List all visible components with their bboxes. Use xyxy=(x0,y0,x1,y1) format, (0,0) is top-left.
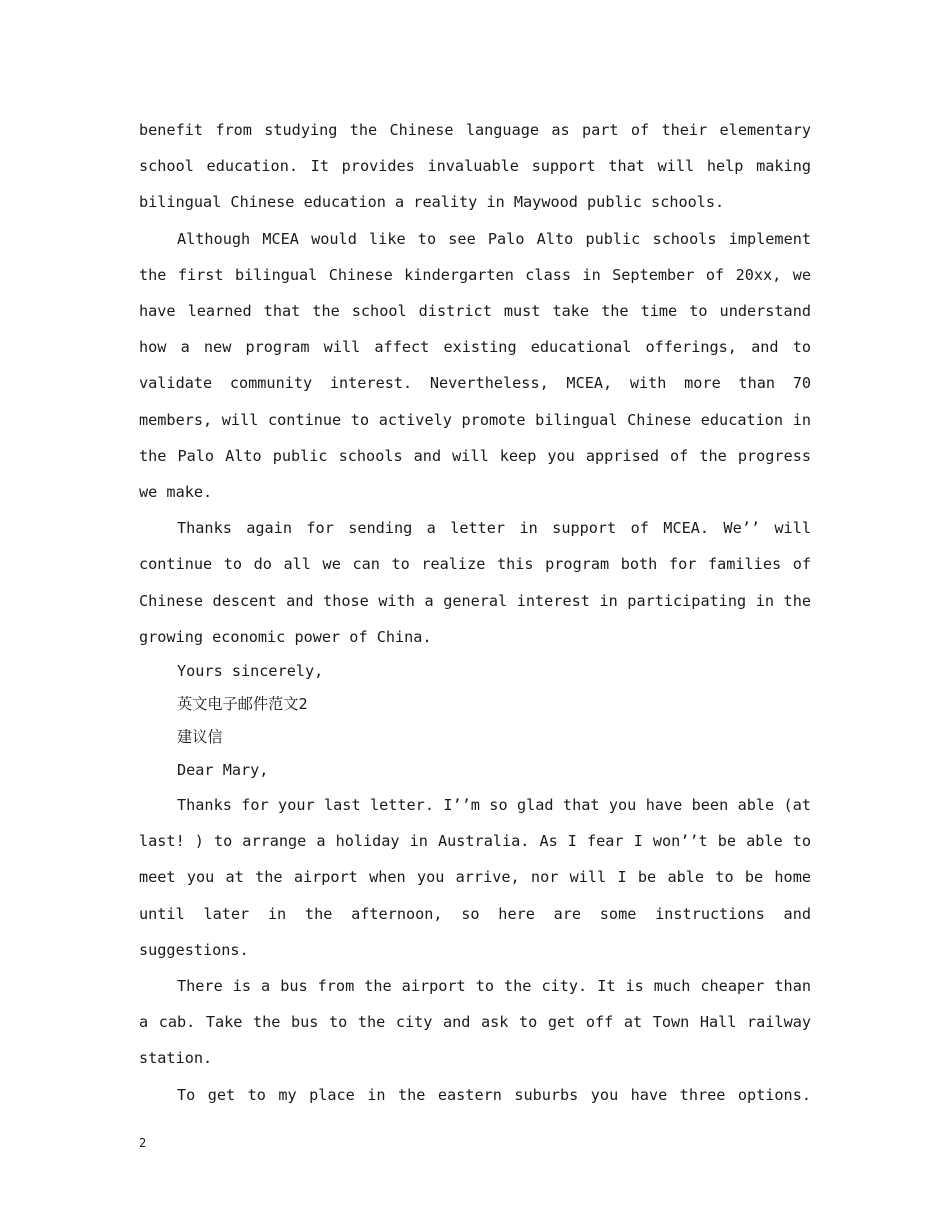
paragraph-options: To get to my place in the eastern suburbs you have three options. xyxy=(177,1085,811,1104)
section-heading: 英文电子邮件范文2 xyxy=(177,695,308,714)
salutation: Dear Mary, xyxy=(177,761,269,780)
page-number: 2 xyxy=(139,1136,147,1150)
paragraph-mcea-plans: Although MCEA would like to see Palo Alto public schools implement the first bilingual Chinese kindergarten class in September of 20xx, we have learned that the school district must take the time to understand how a new program will affect existing educational offerings, and to validate community interest. Nevertheless, MCEA, with more than 70 members, will continue to actively promote bilingual Chinese education in the Palo Alto public schools and will keep you apprised of the progress we make. xyxy=(139,229,811,502)
paragraph-bus: There is a bus from the airport to the city. It is much cheaper than a cab. Take the bus to the city and ask to get off at Town Hall railway station. xyxy=(139,977,811,1068)
paragraph-holiday: Thanks for your last letter. I’’m so glad that you have been able (at last! ) to arrange a holiday in Australia. As I fear I won’’t be able to meet you at the airport when you arrive, nor will I be able to be home until later in the afternoon, so here are some instructions and suggestions. xyxy=(139,796,811,959)
paragraph-continuation: benefit from studying the Chinese language as part of their elementary school education. It provides invaluable support that will help making bilingual Chinese education a reality in Maywood public schools. xyxy=(139,121,811,212)
section-subheading: 建议信 xyxy=(177,728,223,747)
closing-line: Yours sincerely, xyxy=(177,662,324,681)
paragraph-thanks: Thanks again for sending a letter in support of MCEA. We’’ will continue to do all we can to realize this program both for families of Chinese descent and those with a general interest in participating in the growing economic power of China. xyxy=(139,519,811,646)
document-body xyxy=(139,112,811,1113)
